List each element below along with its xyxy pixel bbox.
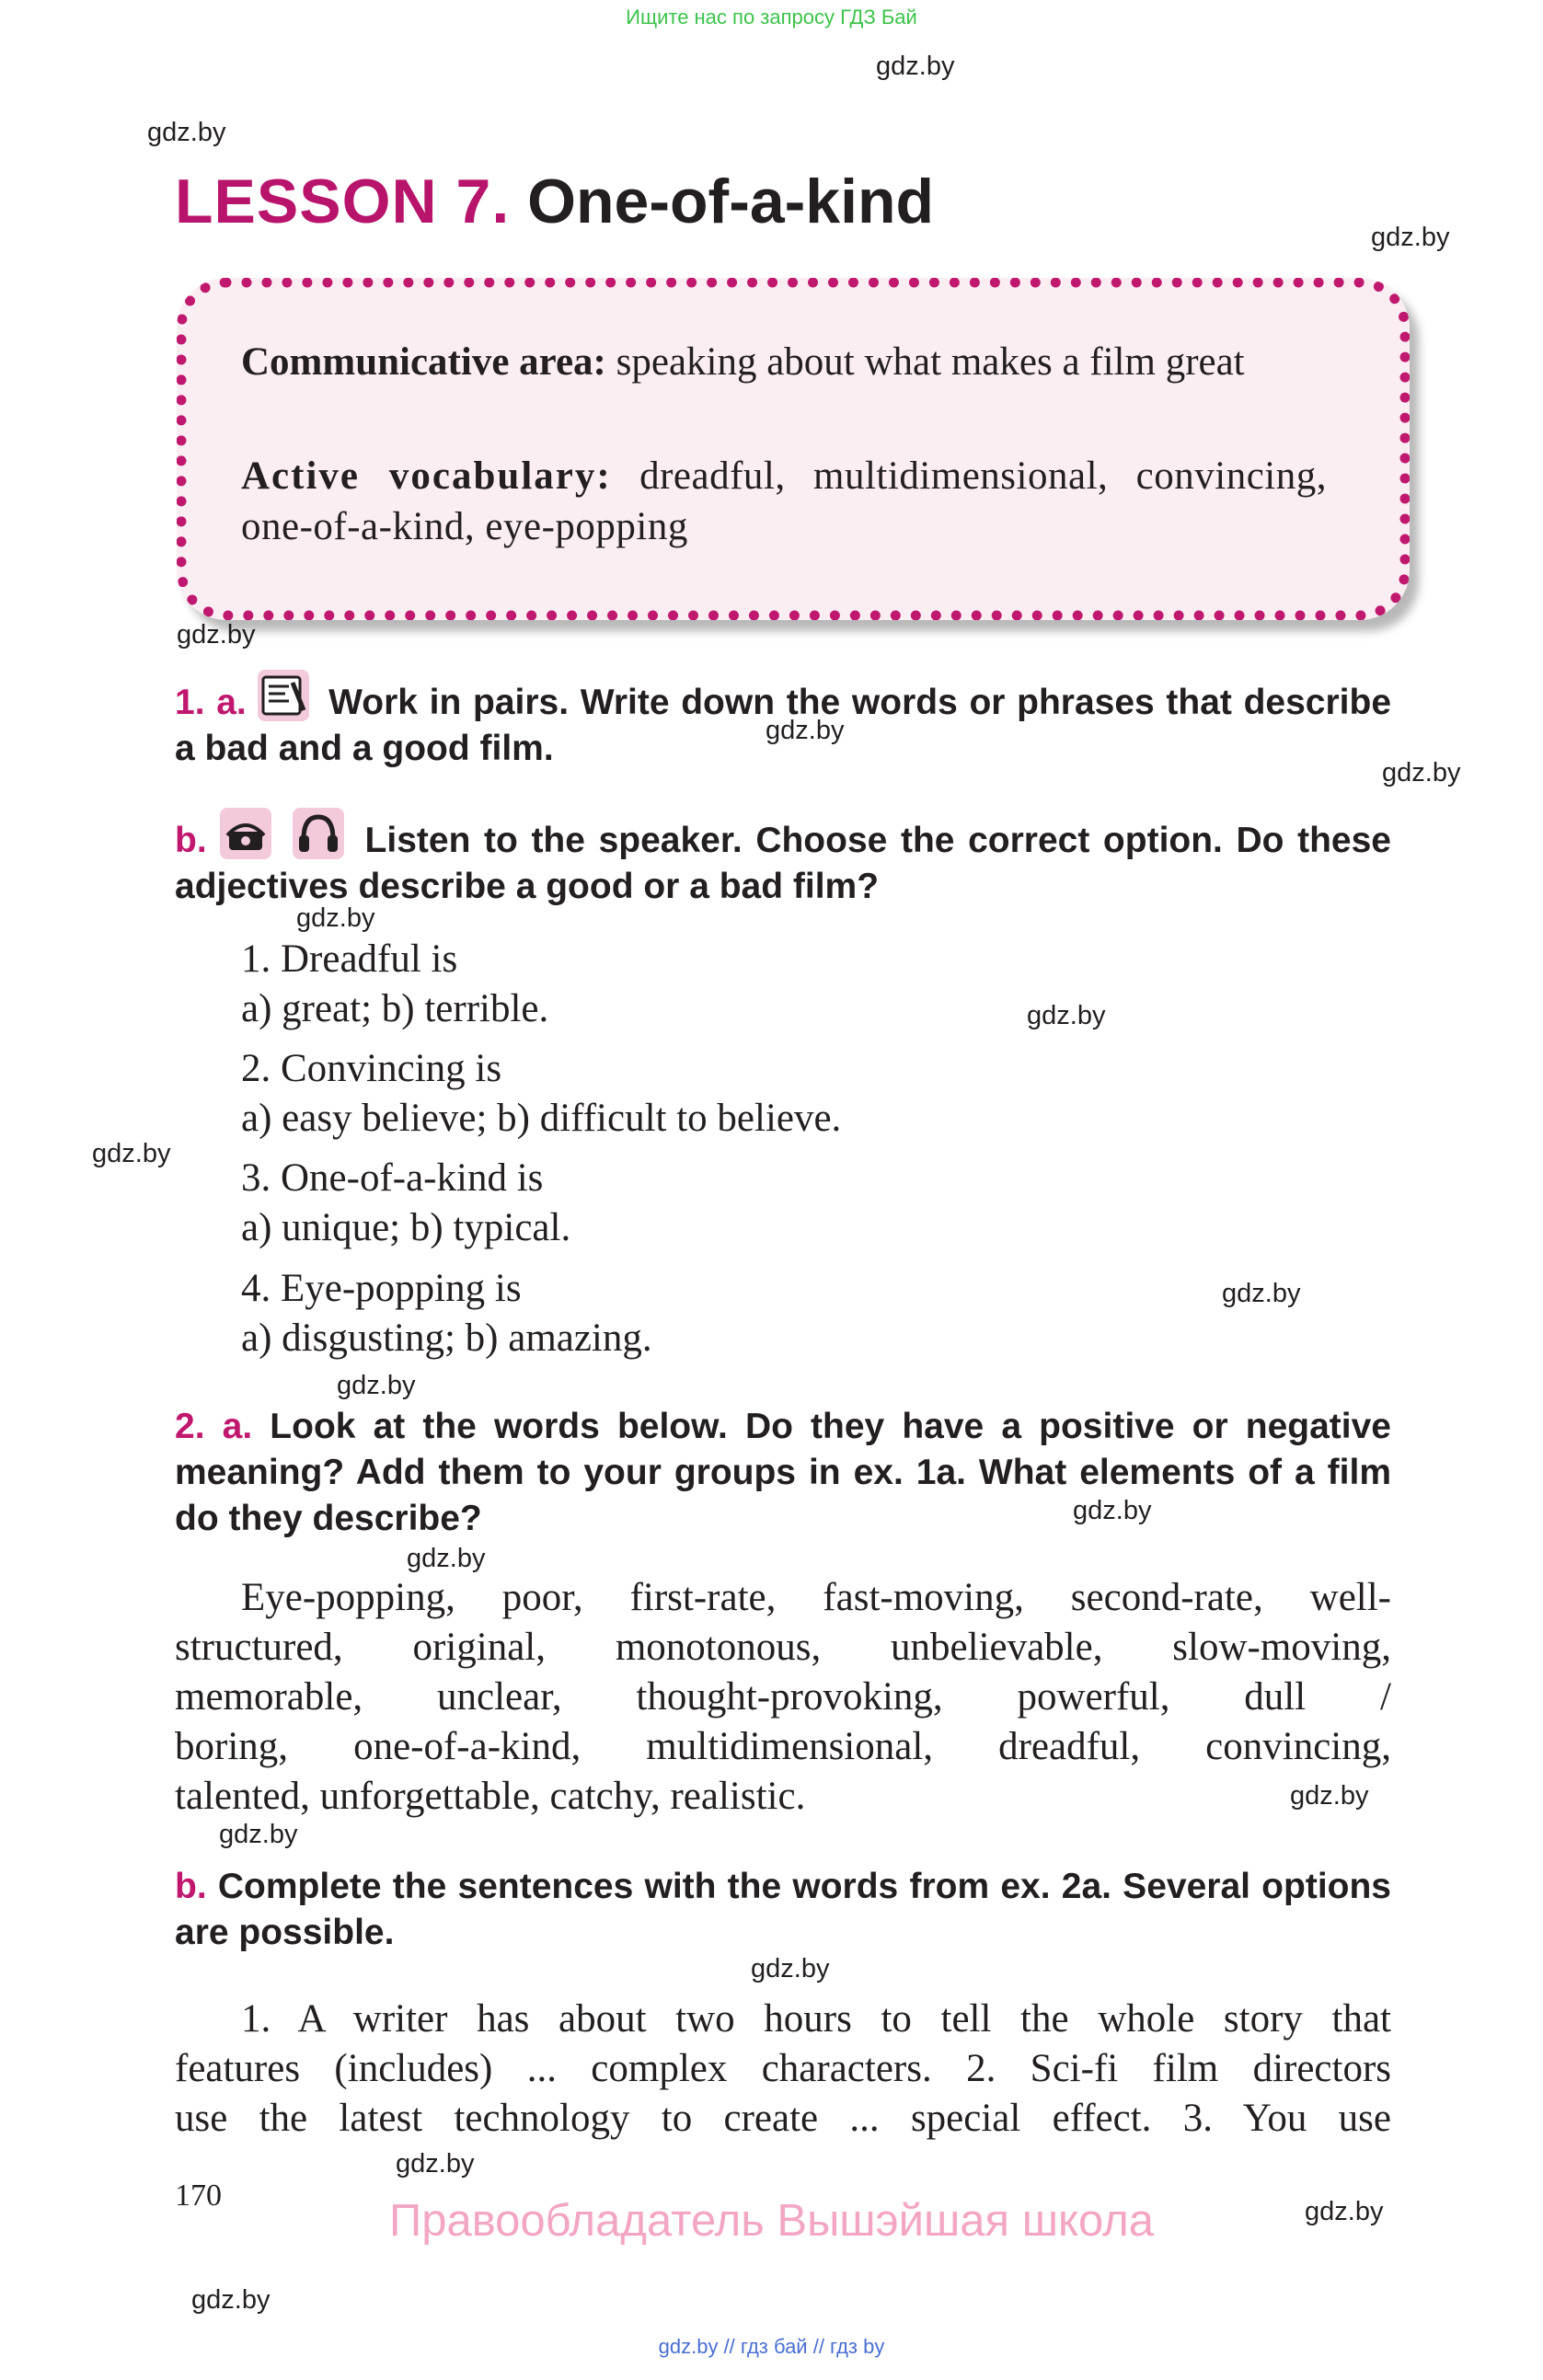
- watermark: gdz.by: [1073, 1496, 1152, 1525]
- footer-links[interactable]: gdz.by // гдз бай // гдз by: [658, 2335, 885, 2358]
- word-list-line: structured, original, monotonous, unbelievable, slow-moving,: [175, 1626, 1391, 1669]
- question-1: 1. Dreadful is: [241, 937, 458, 981]
- word-list-line: boring, one-of-a-kind, multidimensional, dreadful, convincing,: [175, 1725, 1391, 1768]
- question-3: 3. One-of-a-kind is: [241, 1156, 544, 1200]
- lesson-number: LESSON 7.: [175, 167, 511, 236]
- watermark: gdz.by: [296, 903, 375, 933]
- notebook-icon: [258, 670, 309, 721]
- watermark: gdz.by: [1305, 2197, 1384, 2226]
- watermark: gdz.by: [1382, 758, 1461, 788]
- watermark: gdz.by: [92, 1139, 171, 1168]
- communicative-area-text: speaking about what makes a film great: [616, 340, 1245, 384]
- watermark: gdz.by: [1027, 1001, 1106, 1030]
- answer-options-3: a) unique; b) typical.: [241, 1206, 571, 1249]
- communicative-area-label: Communicative area:: [241, 340, 606, 384]
- word-list-line: memorable, unclear, thought-provoking, powerful, dull /: [175, 1675, 1391, 1719]
- exercise-1b-number: b.: [175, 821, 207, 860]
- exercise-2a-instruction: Look at the words below. Do they have a positive or negative meaning? Add them to your groups in ex. 1a. What elements of a film do they describe?: [175, 1407, 1391, 1538]
- active-vocabulary-label: Active vocabulary:: [241, 454, 612, 498]
- communicative-area: [241, 337, 1327, 387]
- answer-options-2: a) easy believe; b) difficult to believe.: [241, 1097, 842, 1140]
- watermark: gdz.by: [337, 1371, 416, 1400]
- exercise-1a: [175, 670, 1391, 772]
- copyright-notice: Правообладатель Вышэйшая школа: [388, 2196, 1155, 2246]
- watermark: gdz.by: [876, 52, 955, 81]
- word-list-line: talented, unforgettable, catchy, realistic.: [175, 1775, 806, 1818]
- cd-player-icon: [220, 808, 271, 859]
- question-2: 2. Convincing is: [241, 1047, 502, 1090]
- lesson-name: One-of-a-kind: [527, 167, 935, 236]
- active-vocabulary-text: dreadful, multidimensional, convincing, one-of-a-kind, eye-popping: [241, 454, 1327, 548]
- sentence-line: 1. A writer has about two hours to tell the whole story that: [241, 1997, 1391, 2041]
- watermark: gdz.by: [751, 1954, 830, 1983]
- answer-options-4: a) disgusting; b) amazing.: [241, 1316, 652, 1360]
- top-banner[interactable]: Ищите нас по запросу ГДЗ Бай: [626, 6, 917, 29]
- watermark: gdz.by: [147, 118, 226, 147]
- headphones-icon: [293, 808, 344, 859]
- sentence-line: features (includes) ... complex characters. 2. Sci-fi film directors: [175, 2047, 1391, 2090]
- watermark: gdz.by: [177, 620, 256, 650]
- active-vocabulary: [241, 451, 1327, 552]
- sentence-line: use the latest technology to create ... special effect. 3. You use: [175, 2097, 1391, 2140]
- exercise-2b-instruction: Complete the sentences with the words from ex. 2a. Several options are possible.: [175, 1867, 1391, 1952]
- watermark: gdz.by: [407, 1544, 486, 1573]
- watermark: gdz.by: [191, 2285, 271, 2315]
- watermark: gdz.by: [766, 716, 845, 745]
- exercise-1b: [175, 808, 1391, 910]
- exercise-2a-number: 2. a.: [175, 1407, 253, 1446]
- watermark: gdz.by: [219, 1820, 298, 1849]
- word-list-line: Eye-popping, poor, first-rate, fast-moving, second-rate, well-: [241, 1576, 1391, 1619]
- exercise-1a-number: 1. a.: [175, 683, 247, 722]
- watermark: gdz.by: [396, 2149, 475, 2179]
- watermark: gdz.by: [1290, 1781, 1369, 1811]
- watermark: gdz.by: [1371, 223, 1450, 252]
- exercise-2a: [175, 1404, 1391, 1542]
- exercise-1a-instruction: Work in pairs. Write down the words or phrases that describe a bad and a good film.: [175, 683, 1392, 768]
- objectives-box: [177, 278, 1410, 620]
- page-number: 170: [175, 2179, 222, 2213]
- lesson-title: [175, 166, 934, 237]
- answer-options-1: a) great; b) terrible.: [241, 987, 549, 1030]
- exercise-2b-number: b.: [175, 1867, 207, 1906]
- watermark: gdz.by: [1222, 1279, 1301, 1308]
- question-4: 4. Eye-popping is: [241, 1267, 522, 1310]
- exercise-1b-instruction: Listen to the speaker. Choose the correct option. Do these adjectives describe a good or a bad film?: [175, 821, 1391, 906]
- exercise-2b: [175, 1864, 1391, 1956]
